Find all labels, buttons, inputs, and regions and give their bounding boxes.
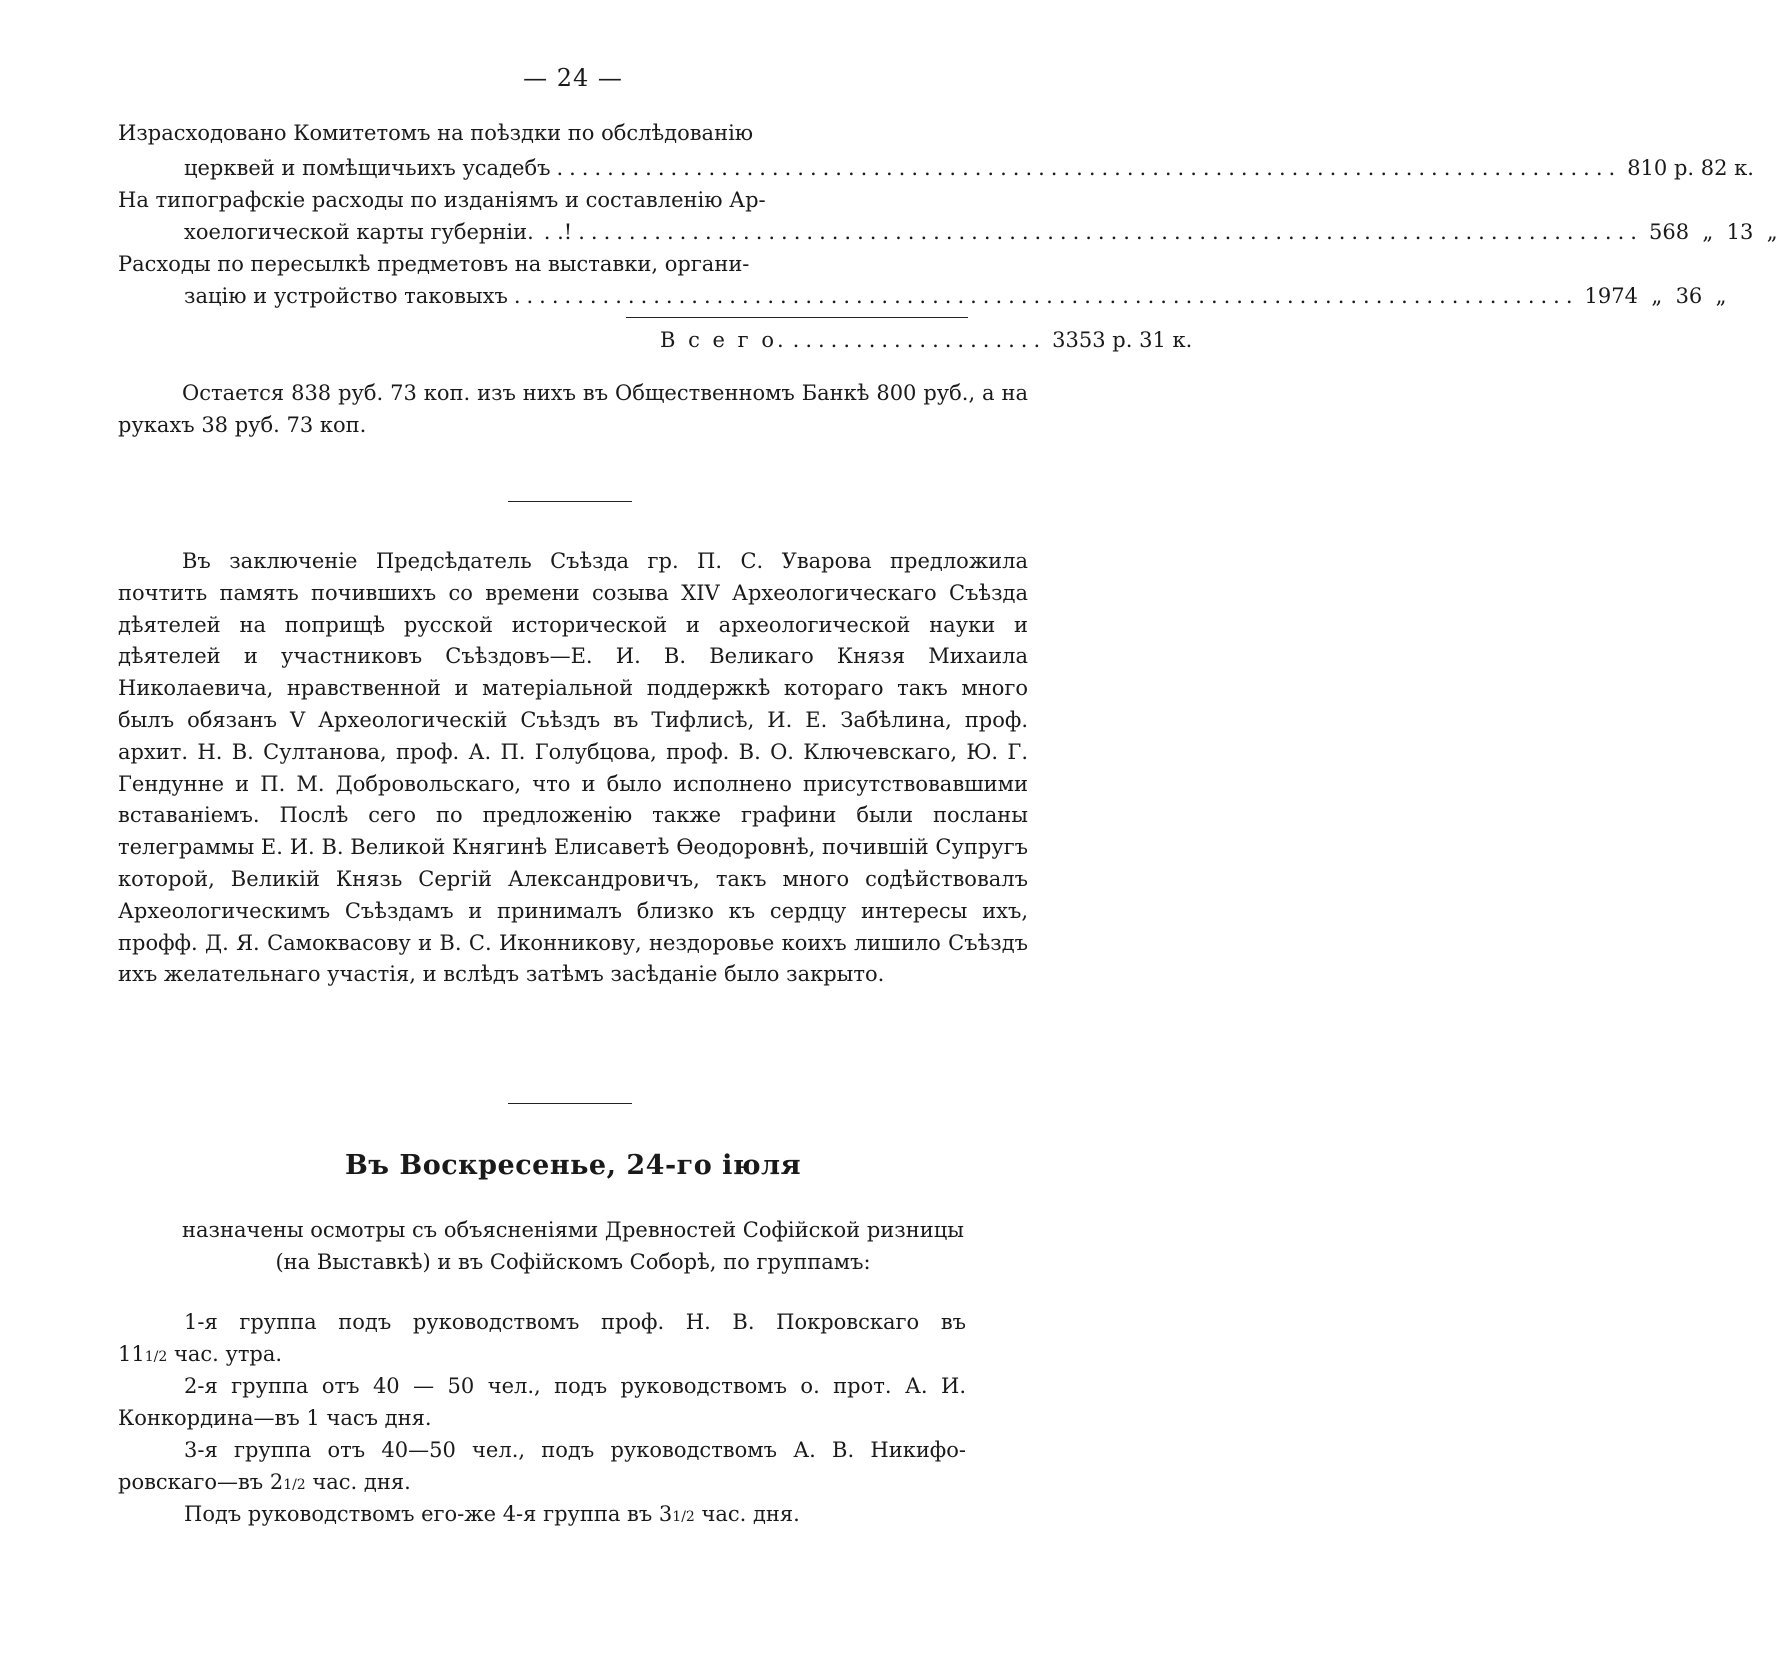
leader-dots: .................................................................................... xyxy=(513,284,1579,308)
expense-item-2-line-1: На типографскіе расходы по изданіямъ и составленію Ар- xyxy=(118,188,766,212)
group-1-line-2 xyxy=(118,1342,282,1366)
expense-item-2-line-2 xyxy=(184,220,1778,244)
group-1-hour: 11 xyxy=(118,1342,145,1366)
expense-item-1-line-2 xyxy=(184,156,1754,180)
total-rule xyxy=(626,317,968,318)
expense-item-1-text: церквей и помѣщичьихъ усадебъ xyxy=(184,156,551,180)
leader-dots: .................................................................................... xyxy=(556,156,1622,180)
group-3-time-rest: час. дня. xyxy=(305,1470,411,1494)
expense-item-1-amount: 810 р. 82 к. xyxy=(1627,156,1754,180)
section-divider xyxy=(508,501,632,502)
expense-item-3-line-2 xyxy=(184,284,1727,308)
closing-paragraph: Въ заключеніе Предсѣдатель Съѣзда гр. П. С. Уварова предложила почтить память почившихъ со времени созыва XIV Археологическаго Съѣзда дѣятелей на поприщѣ русской исторической и археологической науки и дѣятелей и участниковъ Съѣздовъ—Е. И. В. Великаго Князя Михаила Николаевича, нравственной и матеріальной поддержкѣ котораго такъ много былъ обязанъ V Археологическій Съѣздъ въ Тифлисѣ, И. Е. Забѣлина, проф. архит. Н. В. Султанова, проф. А. П. Голубцова, проф. В. О. Ключевскаго, Ю. Г. Гендунне и П. М. Добровольскаго, что и было исполнено присутствовавшими вставаніемъ. Послѣ сего по предложенію также графини были посланы телеграммы Е. И. В. Великой Княгинѣ Елисаветѣ Ѳеодоровнѣ, почившій Супругъ которой, Великій Князь Сергій Александровичъ, такъ много содѣйствовалъ Археологическимъ Съѣздамъ и принималъ близко къ сердцу интересы ихъ, профф. Д. Я. Самоквасову и В. С. Иконникову, нездоровье коихъ лишило Съѣздъ ихъ желательнаго участія, и вслѣдъ затѣмъ засѣданіе было закрыто. xyxy=(118,549,1028,987)
group-3-line-2 xyxy=(118,1470,411,1494)
group-2-line-2: Конкордина—въ 1 часъ дня. xyxy=(118,1406,432,1430)
expense-item-2-text: хоелогической карты губерніи. xyxy=(184,220,534,244)
group-4-line xyxy=(184,1502,800,1526)
section-intro-line-1: назначены осмотры съ объясненіями Древностей Софійской ризницы xyxy=(182,1218,964,1242)
group-1-line-1: 1-я группа подъ руководствомъ проф. Н. В. Покровскаго въ xyxy=(184,1310,966,1334)
expense-item-3-line-1: Расходы по пересылкѣ предметовъ на выставки, органи- xyxy=(118,252,750,276)
page-number: — 24 — xyxy=(523,64,623,92)
section-intro-line-2: (на Выставкѣ) и въ Софійскомъ Соборѣ, по группамъ: xyxy=(275,1250,871,1274)
group-3-line-1: 3-я группа отъ 40—50 чел., подъ руководствомъ А. В. Никифо- xyxy=(184,1438,966,1462)
group-1-fraction: 1/2 xyxy=(144,1349,168,1365)
expense-item-3-text: зацію и устройство таковыхъ xyxy=(184,284,508,308)
group-3-fraction: 1/2 xyxy=(283,1477,306,1493)
expense-total xyxy=(660,328,1193,352)
section-divider xyxy=(508,1103,632,1104)
expense-item-2-mark: . .! xyxy=(543,220,573,244)
group-4-fraction: 1/2 xyxy=(672,1509,695,1525)
total-amount: 3353 р. 31 к. xyxy=(1052,328,1193,352)
expense-item-2-amount: 568 „ 13 „ xyxy=(1648,220,1778,244)
section-title: Въ Воскресенье, 24-го іюля xyxy=(344,1150,802,1181)
expense-item-3-amount: 1974 „ 36 „ xyxy=(1584,284,1727,308)
group-4-text: Подъ руководствомъ его-же 4-я группа въ 3 xyxy=(184,1502,673,1526)
remainder-paragraph: Остается 838 руб. 73 коп. изъ нихъ въ Общественномъ Банкѣ 800 руб., а на рукахъ 38 руб. 73 коп. xyxy=(118,381,1028,437)
group-4-time-rest: час. дня. xyxy=(694,1502,800,1526)
group-1-time-rest: час. утра. xyxy=(167,1342,283,1366)
group-2-line-1: 2-я группа отъ 40 — 50 чел., подъ руководствомъ о. прот. А. И. xyxy=(184,1374,966,1398)
total-label: В с е г о. xyxy=(660,328,787,352)
group-3-time-pre: ровскаго—въ 2 xyxy=(118,1470,284,1494)
leader-dots: .................... xyxy=(792,328,1047,352)
leader-dots: .................................................................................... xyxy=(578,220,1643,244)
expense-item-1-line-1: Израсходовано Комитетомъ на поѣздки по обслѣдованію xyxy=(118,121,754,145)
